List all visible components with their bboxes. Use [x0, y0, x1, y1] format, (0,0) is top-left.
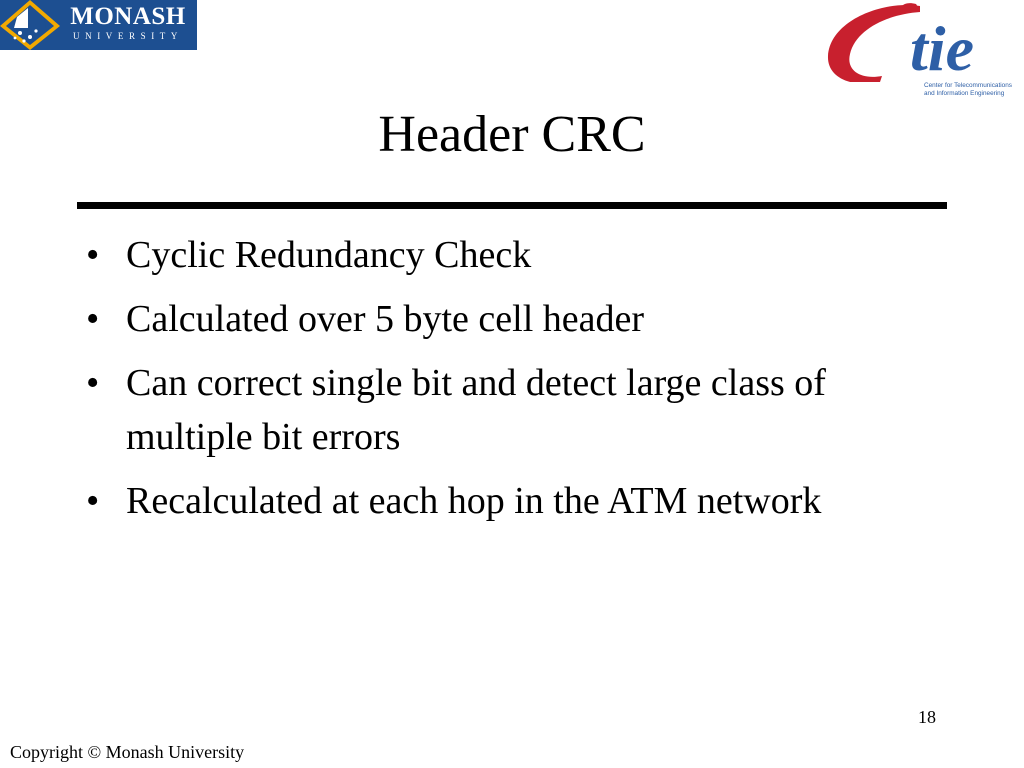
ctie-caption-line-1: Center for Telecommunications [924, 82, 1012, 89]
monash-logo-name: MONASH [70, 3, 186, 30]
ctie-caption [924, 82, 1024, 98]
bullet-item [0, 292, 926, 346]
bullet-text: Can correct single bit and detect large class of multiple bit errors [126, 362, 826, 458]
bullet-marker: • [86, 362, 100, 404]
ctie-caption-line-2: and Information Engineering [924, 90, 1005, 97]
ctie-wordmark-icon [824, 0, 1024, 82]
monash-logo [0, 0, 197, 50]
bullet-marker: • [86, 298, 100, 340]
bullet-text: Recalculated at each hop in the ATM network [126, 480, 822, 522]
monash-logo-subtitle: UNIVERSITY [73, 31, 183, 41]
ctie-logo [824, 0, 1024, 102]
bullet-list [0, 228, 1024, 538]
copyright-notice: Copyright © Monash University [10, 742, 245, 762]
monash-shield-icon [0, 0, 60, 50]
bullet-text: Calculated over 5 byte cell header [126, 298, 645, 340]
bullet-item [0, 228, 926, 282]
title-divider [77, 202, 947, 209]
svg-text:tie: tie [910, 13, 974, 82]
slide-title: Header CRC [378, 106, 646, 163]
page-number: 18 [918, 707, 936, 727]
bullet-item [0, 356, 926, 464]
bullet-marker: • [86, 480, 100, 522]
bullet-text: Cyclic Redundancy Check [126, 234, 532, 276]
bullet-item [0, 474, 926, 528]
bullet-marker: • [86, 234, 100, 276]
